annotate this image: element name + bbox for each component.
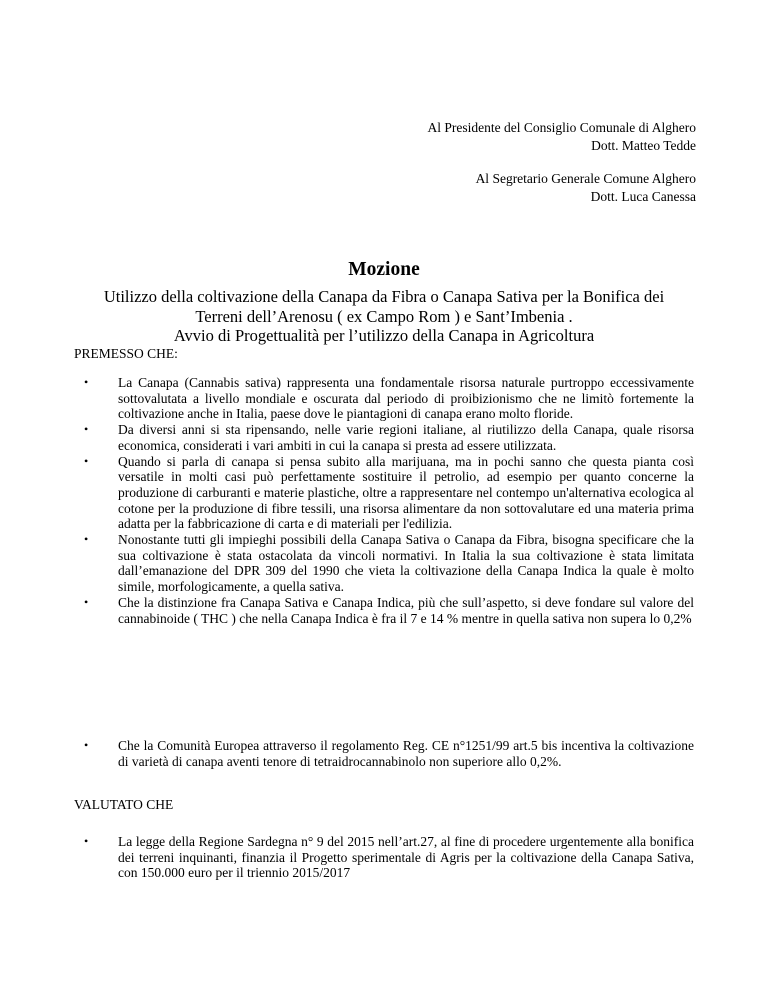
bullet-icon: •: [84, 375, 89, 389]
list-item: [84, 532, 694, 595]
subtitle-line: Utilizzo della coltivazione della Canapa da Fibra o Canapa Sativa per la Bonifica dei: [103, 287, 665, 306]
bullet-icon: •: [84, 453, 89, 468]
list-item: [84, 594, 694, 626]
premesso-list-continued: [84, 738, 694, 769]
list-item: [84, 738, 694, 769]
list-item-text: Da diversi anni si sta ripensando, nelle varie regioni italiane, al riutilizzo della Canapa, quale risorsa economica, considerati i vari ambiti in cui la canapa si presta ad essere utilizzata.: [118, 422, 694, 453]
section-heading-valutato: VALUTATO CHE: [74, 797, 174, 812]
list-item-text: Che la distinzione fra Canapa Sativa e Canapa Indica, più che sull’aspetto, si deve fondare sul valore del cannabinoide ( THC ) che nella Canapa Indica è fra il 7 e 14 % mentre in quella sativa non supera lo 0,2%: [118, 594, 694, 626]
list-item: [84, 422, 694, 453]
list-item-text: Nonostante tutti gli impieghi possibili della Canapa Sativa o Canapa da Fibra, bisogna specificare che la sua coltivazione è stata ostacolata da vincoli normativi. In Italia la sua coltivazione è stata limitata dall’emanazione del DPR 309 del 1990 che vieta la coltivazione della Canapa Indica la quale è molto simile, morfologicamente, a quella sativa.: [118, 532, 694, 595]
list-item-text: La legge della Regione Sardegna n° 9 del 2015 nell’art.27, al fine di procedere urgentemente alla bonifica dei terreni inquinanti, finanzia il Progetto sperimentale di Agris per la coltivazione della Canapa Sativa, con 150.000 euro per il triennio 2015/2017: [118, 834, 694, 881]
document-subtitle: [60, 287, 708, 346]
bullet-icon: •: [84, 422, 89, 437]
bullet-icon: •: [84, 532, 89, 547]
list-item-text: La Canapa (Cannabis sativa) rappresenta una fondamentale risorsa naturale purtroppo eccessivamente sottovalutata a livello mondiale e oscurata dal periodo di proibizionismo che ne limitò fortemente la coltivazione anche in Italia, paese dove le piantagioni di canapa erano molto floride.: [118, 375, 694, 422]
premesso-list: [84, 375, 694, 626]
list-item: [84, 375, 694, 422]
recipient-secretary-name: Dott. Luca Canessa: [590, 189, 696, 204]
section-heading-premesso: PREMESSO CHE:: [74, 346, 178, 361]
recipient-secretary: [476, 170, 696, 206]
subtitle-line: Terreni dell’Arenosu ( ex Campo Rom ) e Sant’Imbenia .: [195, 306, 573, 326]
list-item-text: Che la Comunità Europea attraverso il regolamento Reg. CE n°1251/99 art.5 bis incentiva la coltivazione di varietà di canapa aventi tenore di tetraidrocannabinolo non superiore allo 0,2%.: [118, 738, 694, 769]
list-item: [84, 834, 694, 881]
bullet-icon: •: [84, 738, 89, 752]
list-item: [84, 453, 694, 533]
document-title: Mozione: [348, 259, 420, 280]
subtitle-line: Avvio di Progettualità per l’utilizzo della Canapa in Agricoltura: [173, 326, 595, 345]
recipient-president-name: Dott. Matteo Tedde: [591, 138, 696, 153]
recipient-president: [428, 119, 696, 155]
valutato-list: [84, 834, 694, 881]
recipient-secretary-title: Al Segretario Generale Comune Alghero: [475, 171, 696, 186]
bullet-icon: •: [84, 594, 89, 609]
recipient-president-title: Al Presidente del Consiglio Comunale di Alghero: [427, 120, 696, 135]
bullet-icon: •: [84, 834, 89, 848]
list-item-text: Quando si parla di canapa si pensa subito alla marijuana, ma in pochi sanno che questa pianta così versatile in molti casi può perfettamente sostituire il petrolio, ad esempio per quanto concerne la produzione di carburanti e materie plastiche, oltre a rappresentare nel contempo un'alternativa ecologica al cotone per la produzione di fibre tessili, una risorsa alimentare da non sottovalutare ed una materia prima adatta per la fabbricazione di carta e di materiali per l'edilizia.: [118, 453, 694, 532]
